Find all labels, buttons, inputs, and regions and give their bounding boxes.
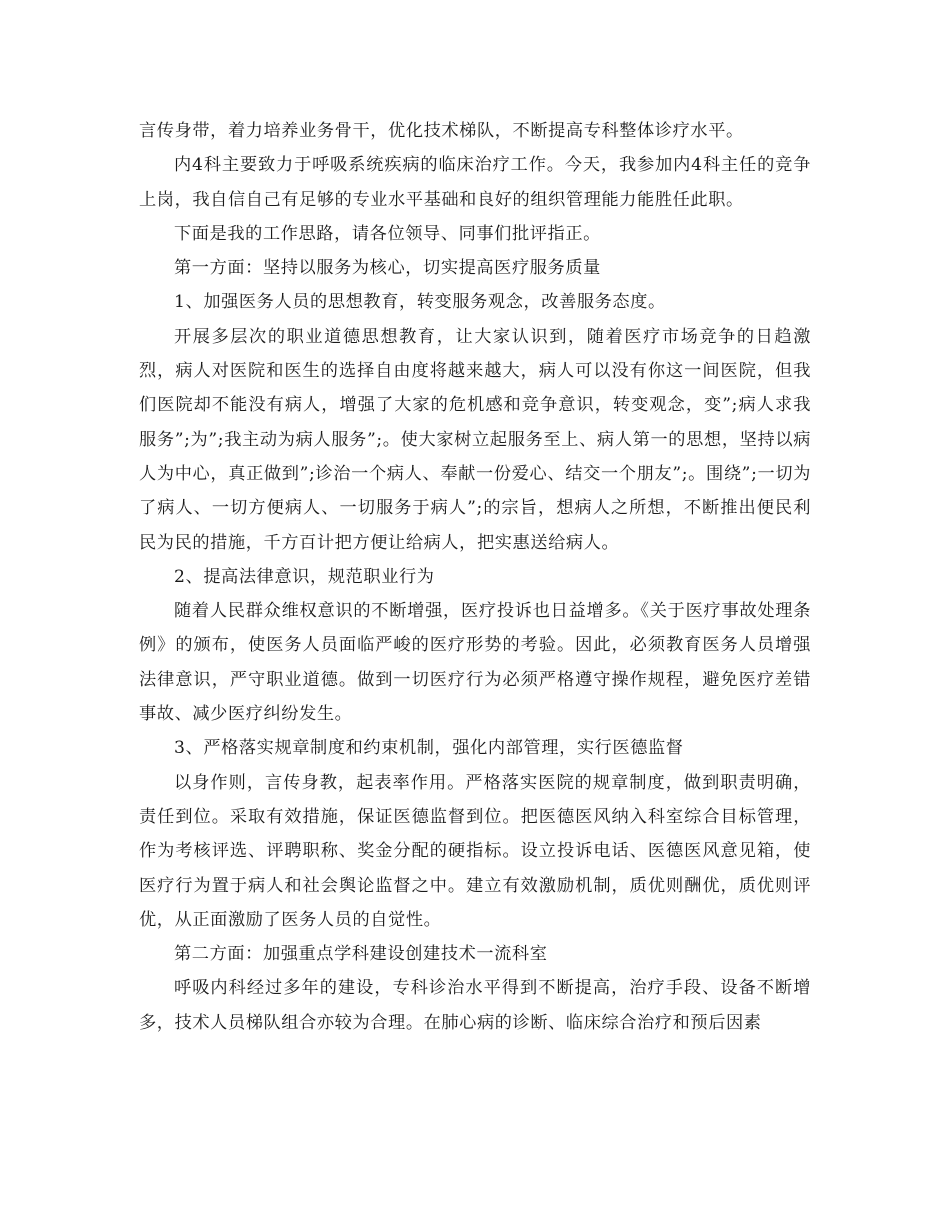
- paragraph: 言传身带，着力培养业务骨干，优化技术梯队，不断提高专科整体诊疗水平。: [139, 121, 744, 141]
- paragraph: 开展多层次的职业道德思想教育，让大家认识到，随着医疗市场竞争的日趋激烈，病人对医院和医生的选择自由度将越来越大，病人可以没有你这一间医院，但我们医院却不能没有病人，增强了大家的危机感和竞争意识，转变观念，变”;病人求我服务”;为”;我主动为病人服务”;。使大家树立起服务至上、病人第一的思想，坚持以病人为中心，真正做到”;诊治一个病人、奉献一份爱心、结交一个朋友”;。围绕”;一切为了病人、一切方便病人、一切服务于病人”;的宗旨，想病人之所想，不断推出便民利民为民的措施，千方百计把方便让给病人，把实惠送给病人。: [139, 326, 811, 553]
- subsection-heading: 3、严格落实规章制度和约束机制，强化内部管理，实行医德监督: [174, 738, 684, 759]
- paragraph: 以身作则，言传身教，起表率作用。严格落实医院的规章制度，做到职责明确，责任到位。采取有效措施，保证医德监督到位。把医德医风纳入科室综合目标管理，作为考核评选、评聘职称、奖金分配的硬指标。设立投诉电话、医德医风意见箱，使医疗行为置于病人和社会舆论监督之中。建立有效激励机制，质优则酬优，质优则评优，从正面激励了医务人员的自觉性。: [139, 772, 811, 930]
- paragraph: 内4科主要致力于呼吸系统疾病的临床治疗工作。今天，我参加内4科主任的竞争上岗，我自信自己有足够的专业水平基础和良好的组织管理能力能胜任此职。: [139, 155, 811, 210]
- section-heading: 第二方面：加强重点学科建设创建技术一流科室: [174, 944, 548, 965]
- paragraph: 随着人民群众维权意识的不断增强，医疗投诉也日益增多。《关于医疗事故处理条例》的颁布，使医务人员面临严峻的医疗形势的考验。因此，必须教育医务人员增强法律意识，严守职业道德。做到一切医疗行为必须严格遵守操作规程，避免医疗差错事故、减少医疗纠纷发生。: [139, 601, 811, 725]
- document-body: [139, 114, 811, 1040]
- paragraph: 呼吸内科经过多年的建设，专科诊治水平得到不断提高，治疗手段、设备不断增多，技术人员梯队组合亦较为合理。在肺心病的诊断、临床综合治疗和预后因素: [139, 978, 811, 1033]
- subsection-heading: 1、加强医务人员的思想教育，转变服务观念，改善服务态度。: [174, 292, 666, 313]
- paragraph: 下面是我的工作思路，请各位领导、同事们批评指正。: [174, 223, 601, 244]
- section-heading: 第一方面：坚持以服务为核心，切实提高医疗服务质量: [174, 258, 601, 279]
- subsection-heading: 2、提高法律意识，规范职业行为: [174, 566, 435, 587]
